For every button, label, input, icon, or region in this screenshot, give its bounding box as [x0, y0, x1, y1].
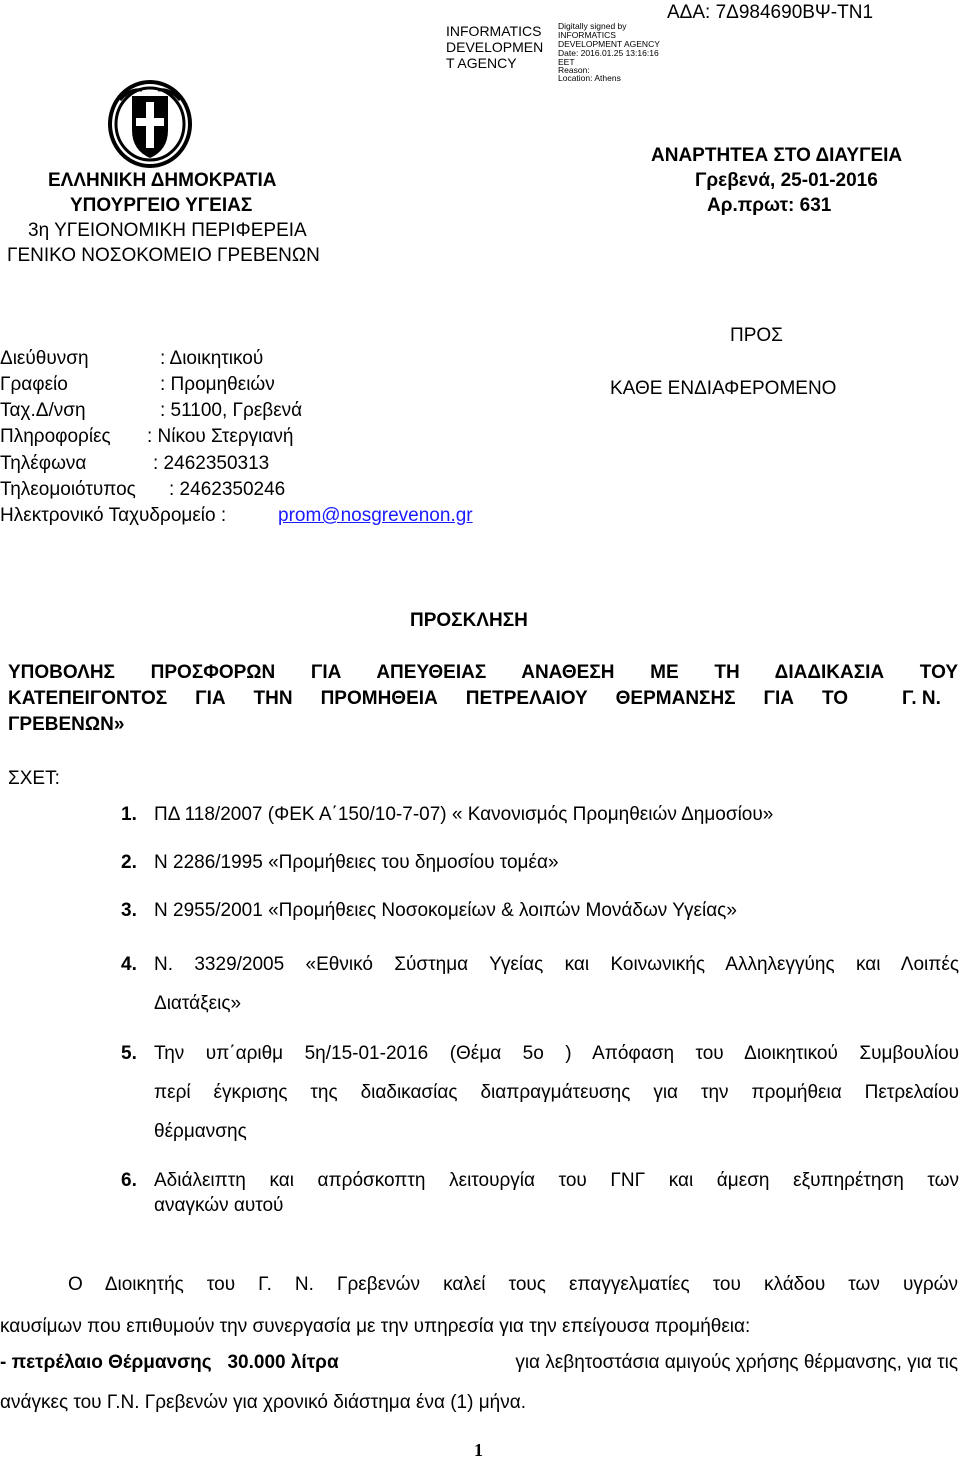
contact-value: : Διοικητικού [160, 348, 264, 369]
signature-detail: Digitally signed by [558, 21, 627, 31]
post-notice: ΑΝΑΡΤΗΤΕΑ ΣΤΟ ΔΙΑΥΓΕΙΑ [651, 145, 903, 166]
signer-name-line: INFORMATICS [446, 23, 542, 39]
greek-coat-of-arms-icon [108, 80, 192, 170]
reference-text: Την υπ΄αριθμ 5η/15-01-2016 (Θέμα 5ο ) Απόφαση του Διοικητικού Συμβουλίου [154, 1043, 959, 1064]
protocol-number: Αρ.πρωτ: 631 [707, 195, 832, 216]
reference-text: Διατάξεις» [154, 993, 242, 1014]
subject-line-end: Γ. Ν. [902, 688, 941, 709]
page-number: 1 [474, 1440, 483, 1460]
signature-detail: Reason: [558, 65, 590, 75]
reference-text: περί έγκρισης της διαδικασίας διαπραγμάτευσης για την προμήθεια Πετρελαίου [154, 1082, 959, 1103]
body-text: για λεβητοστάσια αμιγούς χρήσης θέρμανσης, για τις [515, 1352, 958, 1373]
contact-label: Ταχ.Δ/νση [0, 400, 86, 421]
body-line-mixed [0, 1352, 958, 1374]
subject-line: ΓΡΕΒΕΝΩΝ» [8, 714, 125, 735]
hospital-heading: ΓΕΝΙΚΟ ΝΟΣΟΚΟΜΕΙΟ ΓΡΕΒΕΝΩΝ [7, 245, 320, 266]
contact-label: Πληροφορίες [0, 426, 111, 447]
product-name: - πετρέλαιο Θέρμανσης [0, 1352, 212, 1373]
reference-number: 5. [121, 1043, 137, 1064]
reference-text: Ν 2955/2001 «Προμήθειες Νοσοκομείων & λοιπών Μονάδων Υγείας» [154, 900, 737, 921]
reference-number: 4. [121, 954, 137, 975]
place-date: Γρεβενά, 25-01-2016 [695, 170, 878, 191]
email-link[interactable]: prom@nosgrevenon.gr [278, 505, 473, 526]
product-quantity: 30.000 λίτρα [227, 1352, 339, 1373]
recipient-to: ΠΡΟΣ [730, 325, 783, 346]
ada-number: ΑΔΑ: 7Δ984690ΒΨ-ΤΝ1 [667, 2, 874, 23]
contact-label: Διεύθυνση [0, 348, 89, 369]
contact-label: Ηλεκτρονικό Ταχυδρομείο : [0, 505, 227, 526]
contact-value: : Νίκου Στεργιανή [147, 426, 294, 447]
reference-number: 6. [121, 1170, 137, 1191]
contact-value: : 51100, Γρεβενά [160, 400, 303, 421]
reference-number: 2. [121, 852, 137, 873]
references-label: ΣΧΕΤ: [8, 768, 60, 789]
contact-value: : 2462350246 [169, 479, 286, 500]
reference-number: 3. [121, 900, 137, 921]
signature-detail: INFORMATICS [558, 30, 616, 40]
reference-text: θέρμανσης [154, 1121, 247, 1142]
reference-text: Ν. 3329/2005 «Εθνικό Σύστημα Υγείας και Κοινωνικής Αλληλεγγύης και Λοιπές [154, 954, 959, 975]
contact-label: Τηλεομοιότυπος [0, 479, 136, 500]
body-line: Ο Διοικητής του Γ. Ν. Γρεβενών καλεί τους επαγγελματίες του κλάδου των υγρών [68, 1274, 958, 1295]
recipient-name: ΚΑΘΕ ΕΝΔΙΑΦΕΡΟΜΕΝΟ [610, 378, 837, 399]
reference-text: αναγκών αυτού [154, 1195, 284, 1216]
contact-value: : Προμηθειών [160, 374, 275, 395]
reference-text: Ν 2286/1995 «Προμήθειες του δημοσίου τομέα» [154, 852, 559, 873]
ministry-heading: ΥΠΟΥΡΓΕΙΟ ΥΓΕΙΑΣ [70, 195, 253, 216]
subject-line: ΥΠΟΒΟΛΗΣ ΠΡΟΣΦΟΡΩΝ ΓΙΑ ΑΠΕΥΘΕΙΑΣ ΑΝΑΘΕΣΗ ΜΕ ΤΗ ΔΙΑΔΙΚΑΣΙΑ ΤΟΥ [8, 662, 958, 683]
body-line: καυσίμων που επιθυμούν την συνεργασία με την υπηρεσία για την επείγουσα προμήθεια: [0, 1316, 751, 1337]
signature-detail: EET [558, 57, 575, 67]
contact-label: Γραφείο [0, 374, 68, 395]
contact-value: : 2462350313 [153, 453, 270, 474]
region-heading: 3η ΥΓΕΙΟΝΟΜΙΚΗ ΠΕΡΙΦΕΡΕΙΑ [28, 220, 307, 241]
body-line: ανάγκες του Γ.Ν. Γρεβενών για χρονικό διάστημα ένα (1) μήνα. [0, 1392, 527, 1413]
subject-line: ΚΑΤΕΠΕΙΓΟΝΤΟΣ ΓΙΑ ΤΗΝ ΠΡΟΜΗΘΕΙΑ ΠΕΤΡΕΛΑΙΟΥ ΘΕΡΜΑΝΣΗΣ ΓΙΑ ΤΟ [8, 688, 848, 709]
signer-name-line: T AGENCY [446, 55, 517, 71]
document-title: ΠΡΟΣΚΛΗΣΗ [410, 610, 528, 631]
signer-name-line: DEVELOPMEN [446, 39, 544, 55]
reference-text: ΠΔ 118/2007 (ΦΕΚ Α΄150/10-7-07) « Κανονισμός Προμηθειών Δημοσίου» [154, 804, 774, 825]
reference-text: Αδιάλειπτη και απρόσκοπτη λειτουργία του ΓΝΓ και άμεση εξυπηρέτηση των [154, 1170, 959, 1191]
signature-detail: Date: 2016.01.25 13:16:16 [558, 48, 659, 58]
signature-detail: DEVELOPMENT AGENCY [558, 39, 660, 49]
signature-detail: Location: Athens [558, 73, 621, 83]
contact-label: Τηλέφωνα [0, 453, 87, 474]
reference-number: 1. [121, 804, 137, 825]
country-heading: ΕΛΛΗΝΙΚΗ ΔΗΜΟΚΡΑΤΙΑ [48, 170, 277, 191]
